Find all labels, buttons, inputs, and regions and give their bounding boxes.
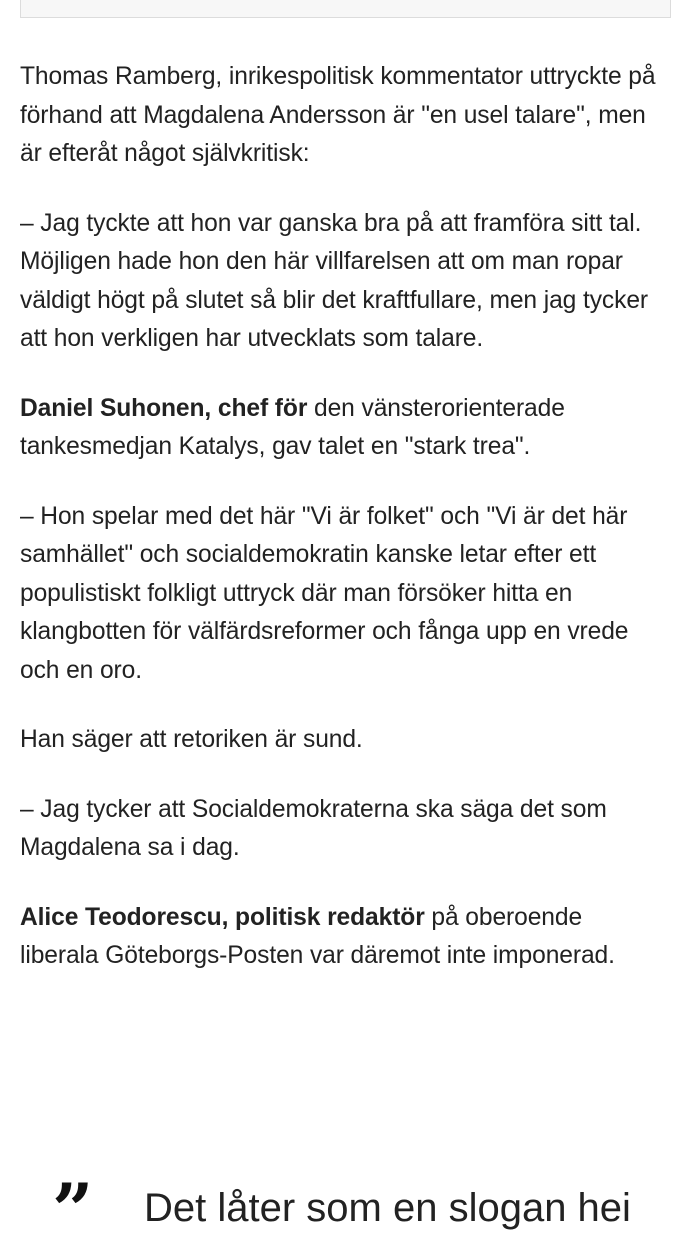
paragraph-ramberg-quote: – Jag tyckte att hon var ganska bra på att framföra sitt tal. Möjligen hade hon den här villfarelsen att om man ropar väldigt högt på slutet så blir det kraftfullare, men jag tycker att hon verkligen har utvecklats som talare. [20,209,648,352]
quote-mark-icon: ” [52,1180,94,1240]
paragraph-suhonen-quote-2: – Jag tycker att Socialdemokraterna ska säga det som Magdalena sa i dag. [20,795,607,861]
paragraph-suhonen [20,390,660,467]
paragraph-teodorescu [20,899,660,976]
article-body [20,58,660,1007]
top-content-box [20,0,671,18]
paragraph-ramberg: Thomas Ramberg, inrikespolitisk kommentator uttryckte på förhand att Magdalena Andersson är "en usel talare", men är efteråt något självkritisk: [20,63,656,167]
teodorescu-text: på oberoende liberala Göteborgs-Posten var däremot inte imponerad. [20,903,615,969]
pull-quote-text: Det låter som en slogan hei [144,1186,631,1230]
suhonen-name: Daniel Suhonen, chef för [20,394,308,422]
paragraph-suhonen-quote: – Hon spelar med det här "Vi är folket" och "Vi är det här samhället" och socialdemokratin kanske letar efter ett populistiskt folkligt uttryck där man försöker hitta en klangbotten för välfärdsreformer och fånga upp en vrede och en oro. [20,502,629,684]
suhonen-text: den vänsterorienterade tankesmedjan Katalys, gav talet en "stark trea". [20,394,565,460]
pull-quote [52,1180,652,1240]
paragraph-rhetoric: Han säger att retoriken är sund. [20,726,363,753]
teodorescu-name: Alice Teodorescu, politisk redaktör [20,903,425,931]
